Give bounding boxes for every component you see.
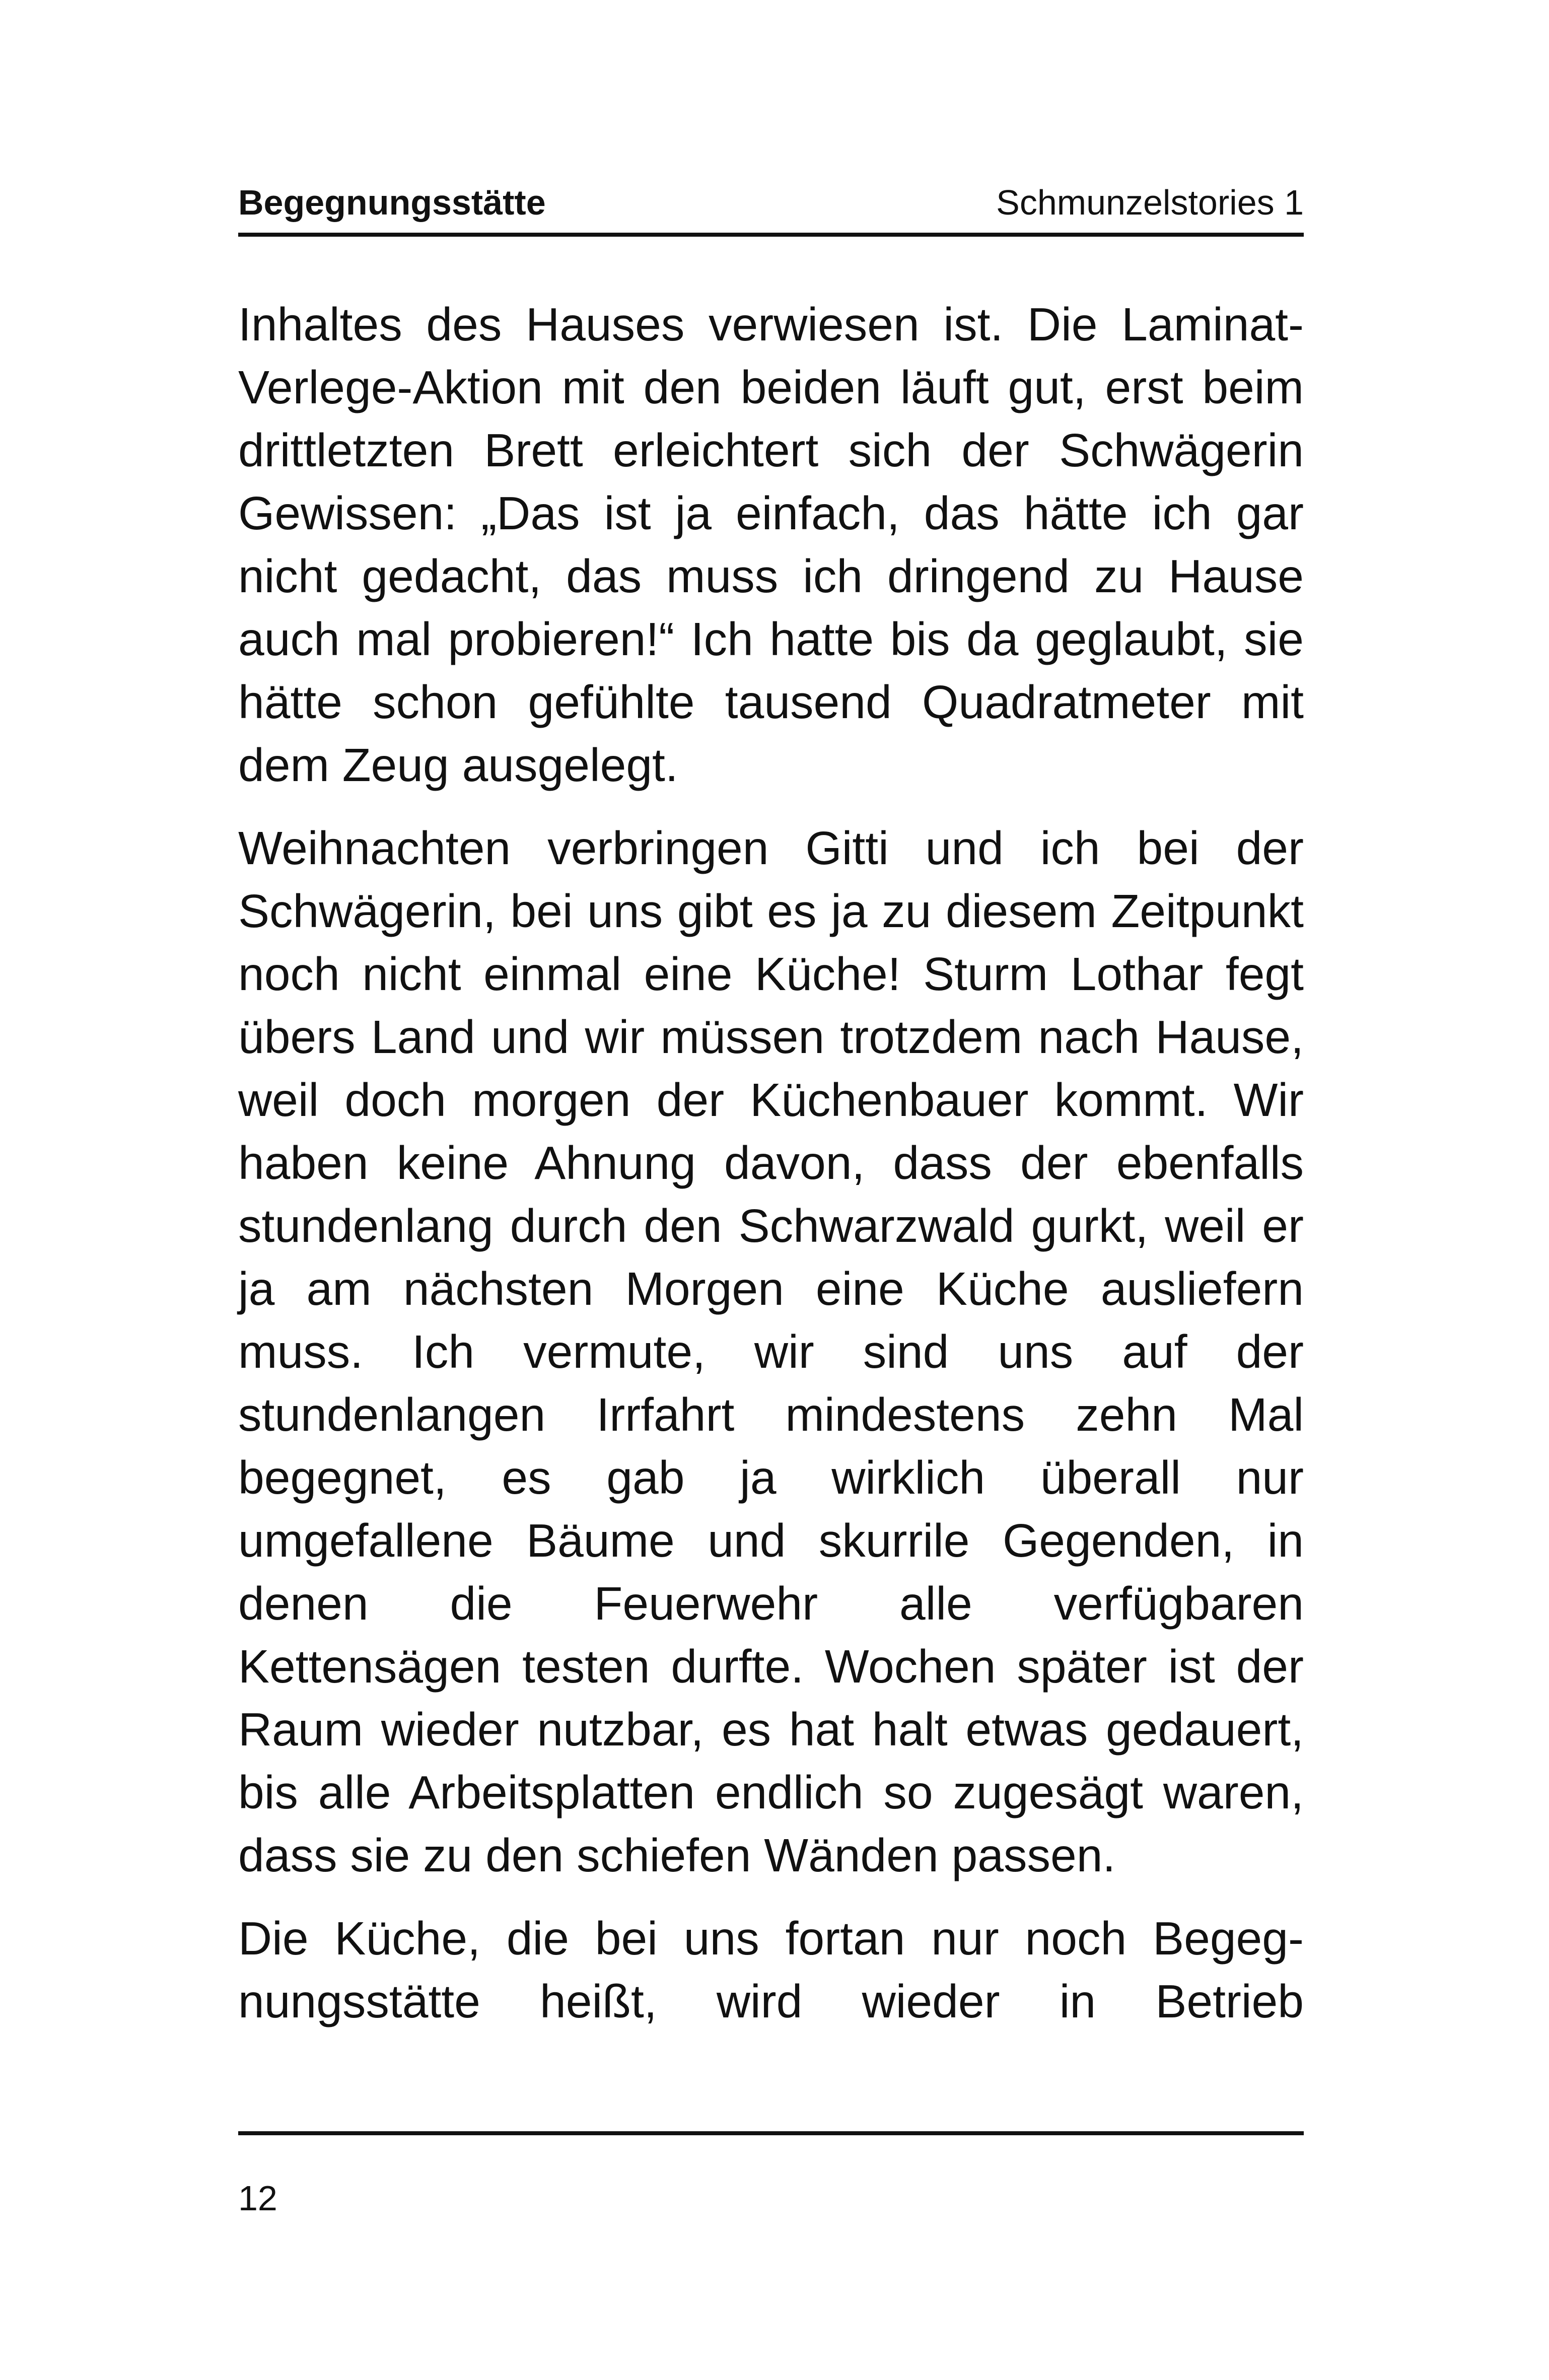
chapter-title: Begegnungsstätte <box>238 183 546 222</box>
body-text <box>238 293 1304 2053</box>
header-rule <box>238 233 1304 237</box>
running-header <box>238 177 1304 228</box>
paragraph-1: Inhaltes des Hauses verwiesen ist. Die Laminat-Verlege-Aktion mit den beiden läuft gut, erst beim drittletzten Brett erleichtert sich der Schwägerin Gewissen: „Das ist ja einfach, das hätte ich gar nicht gedacht, das muss ich dringend zu Hause auch mal probieren!“ Ich hatte bis da geglaubt, sie hätte schon gefühlte tausend Quadratmeter mit dem Zeug ausgelegt. <box>238 298 1304 791</box>
page-number: 12 <box>238 2179 277 2218</box>
paragraph-2: Weihnachten verbringen Gitti und ich bei der Schwägerin, bei uns gibt es ja zu diesem Zeitpunkt noch nicht einmal eine Küche! Sturm Lothar fegt übers Land und wir müssen trotzdem nach Hause, weil doch morgen der Küchenbauer kommt. Wir haben keine Ahnung davon, dass der ebenfalls stundenlang durch den Schwarzwald gurkt, weil er ja am nächsten Morgen eine Küche ausliefern muss. Ich vermute, wir sind uns auf der stundenlangen Irrfahrt mindestens zehn Mal begegnet, es gab ja wirklich überall nur umgefallene Bäume und skurrile Gegenden, in denen die Feuerwehr alle verfügbaren Kettensägen testen durfte. Wochen später ist der Raum wieder nutzbar, es hat halt etwas gedauert, bis alle Arbeitsplatten endlich so zugesägt waren, dass sie zu den schiefen Wänden passen. <box>238 822 1304 1881</box>
footer-rule <box>238 2131 1304 2135</box>
paragraph-3: Die Küche, die bei uns fortan nur noch Begegnungsstätte heißt, wird wieder in Betrieb <box>238 1912 1304 2027</box>
book-title: Schmunzelstories 1 <box>996 183 1304 222</box>
